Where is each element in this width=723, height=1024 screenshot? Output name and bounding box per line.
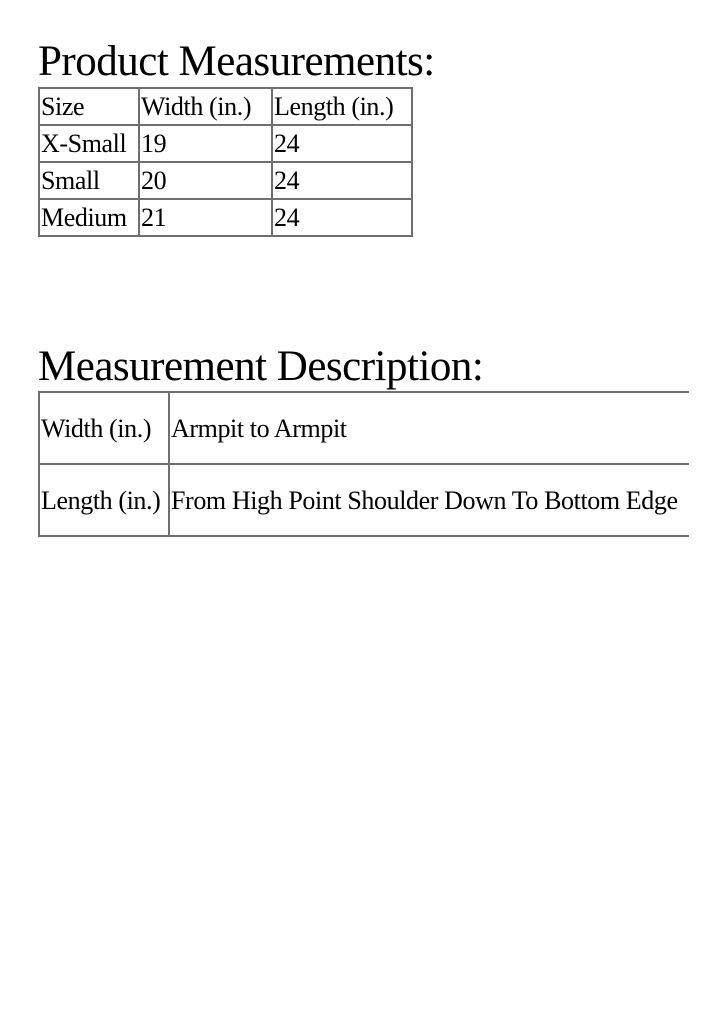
- header-cell-length: Length (in.): [272, 88, 412, 125]
- measurement-description-cell: From High Point Shoulder Down To Bottom Edge: [169, 464, 689, 536]
- width-cell: 19: [139, 125, 272, 162]
- width-cell: 21: [139, 199, 272, 236]
- header-cell-size: Size: [39, 88, 139, 125]
- measurement-name-cell: Length (in.): [39, 464, 169, 536]
- table-row: [39, 392, 689, 464]
- width-cell: 20: [139, 162, 272, 199]
- product-measurements-heading: Product Measurements:: [38, 38, 435, 85]
- size-cell: Small: [39, 162, 139, 199]
- measurement-description-heading: Measurement Description:: [38, 343, 484, 390]
- measurement-description-container: [38, 391, 689, 537]
- size-cell: X-Small: [39, 125, 139, 162]
- length-cell: 24: [272, 199, 412, 236]
- measurement-description-table: [38, 391, 689, 537]
- table-header-row: [39, 88, 412, 125]
- table-row: [39, 464, 689, 536]
- table-row: [39, 162, 412, 199]
- measurement-name-cell: Width (in.): [39, 392, 169, 464]
- table-row: [39, 125, 412, 162]
- product-measurements-table: [38, 87, 413, 237]
- header-cell-width: Width (in.): [139, 88, 272, 125]
- table-row: [39, 199, 412, 236]
- length-cell: 24: [272, 162, 412, 199]
- size-cell: Medium: [39, 199, 139, 236]
- length-cell: 24: [272, 125, 412, 162]
- measurement-description-cell: Armpit to Armpit: [169, 392, 689, 464]
